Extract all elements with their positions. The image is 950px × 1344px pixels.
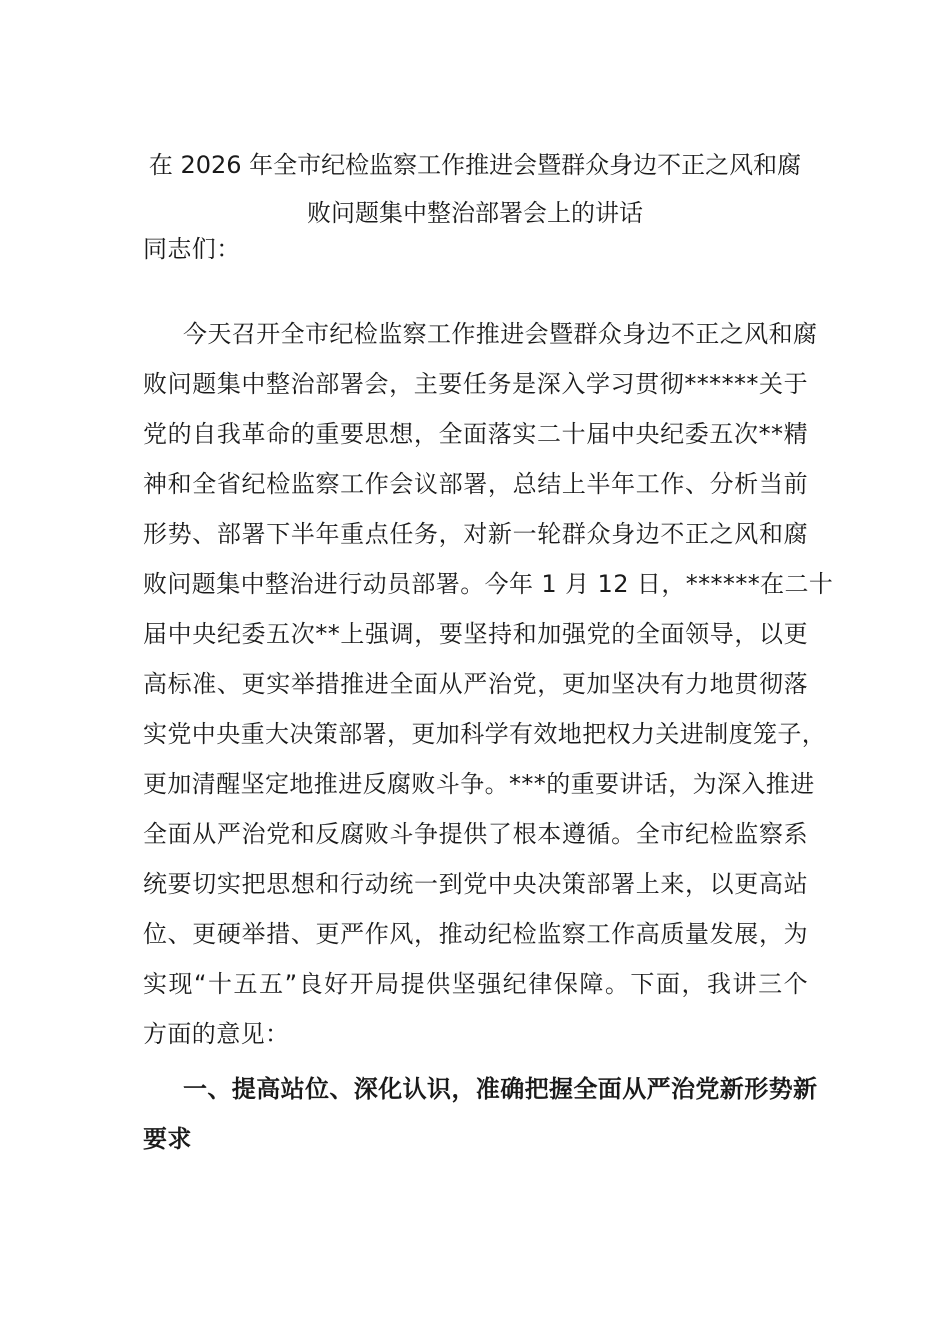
paragraph-line: 神和全省纪检监察工作会议部署，总结上半年工作、分析当前 [143, 470, 808, 498]
paragraph-line: 实党中央重大决策部署，更加科学有效地把权力关进制度笼子， [143, 720, 827, 748]
paragraph-line: 败问题集中整治进行动员部署。今年 1 月 12 日，******在二十 [143, 570, 834, 598]
section-heading-line-1: 一、提高站位、深化认识，准确把握全面从严治党新形势新 [183, 1075, 818, 1103]
paragraph-line: 全面从严治党和反腐败斗争提供了根本遵循。全市纪检监察系 [143, 820, 808, 848]
paragraph-line: 败问题集中整治部署会，主要任务是深入学习贯彻******关于 [143, 370, 808, 398]
paragraph-line: 统要切实把思想和行动统一到党中央决策部署上来，以更高站 [143, 870, 808, 898]
paragraph-line: 党的自我革命的重要思想，全面落实二十届中央纪委五次**精 [143, 420, 808, 448]
paragraph-line: 届中央纪委五次**上强调，要坚持和加强党的全面领导，以更 [143, 620, 808, 648]
title-line-2: 败问题集中整治部署会上的讲话 [307, 199, 643, 227]
paragraph-line: 今天召开全市纪检监察工作推进会暨群众身边不正之风和腐 [183, 320, 818, 348]
paragraph-line: 高标准、更实举措推进全面从严治党，更加坚决有力地贯彻落 [143, 670, 808, 698]
paragraph-line: 形势、部署下半年重点任务，对新一轮群众身边不正之风和腐 [143, 520, 808, 548]
title-line-1: 在 2026 年全市纪检监察工作推进会暨群众身边不正之风和腐 [148, 151, 802, 179]
paragraph-line: 实现“十五五”良好开局提供坚强纪律保障。下面，我讲三个 [143, 970, 808, 998]
document-title [140, 141, 810, 237]
section-heading-line-2: 要求 [143, 1125, 192, 1153]
salutation: 同志们： [143, 235, 241, 263]
paragraph-line-last: 方面的意见： [143, 1020, 290, 1048]
paragraph-line: 位、更硬举措、更严作风，推动纪检监察工作高质量发展，为 [143, 920, 808, 948]
paragraph-line: 更加清醒坚定地推进反腐败斗争。***的重要讲话，为深入推进 [143, 770, 815, 798]
